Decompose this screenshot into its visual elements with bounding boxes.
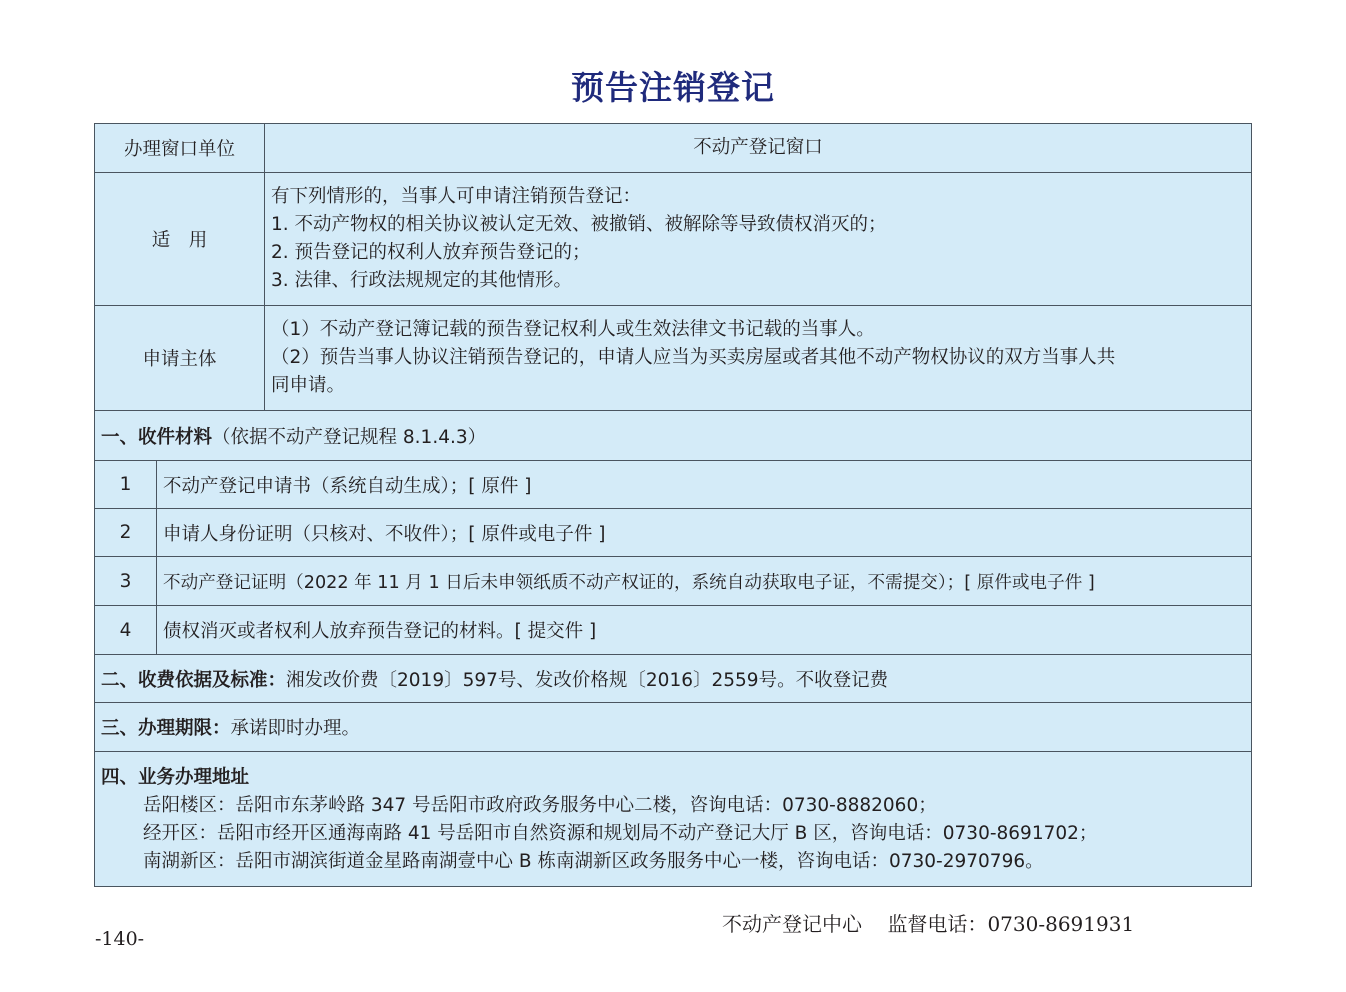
- applicable-line: 3. 法律、行政法规规定的其他情形。: [271, 270, 573, 291]
- procedure-table: [94, 123, 1252, 887]
- material-text: 债权消灭或者权利人放弃预告登记的材料。[ 提交件 ]: [163, 621, 597, 642]
- applicant-line: 同申请。: [271, 375, 346, 396]
- row-materials-heading: [95, 411, 1251, 461]
- applicable-content: [265, 173, 1251, 305]
- materials-heading-title: 一、收件材料: [101, 426, 213, 448]
- address-heading: 四、业务办理地址: [101, 767, 250, 788]
- applicable-label: 适 用: [95, 173, 265, 305]
- row-applicable: [95, 173, 1251, 306]
- row-applicant: [95, 306, 1251, 411]
- material-text: 不动产登记申请书（系统自动生成）；[ 原件 ]: [163, 475, 532, 497]
- row-window-unit: [95, 124, 1251, 173]
- footer: [722, 908, 1134, 937]
- row-address: [95, 752, 1251, 886]
- material-number: 3: [95, 557, 157, 605]
- material-row: [95, 606, 1251, 655]
- material-row: [95, 461, 1251, 509]
- applicable-line: 2. 预告登记的权利人放弃预告登记的；: [271, 242, 591, 263]
- material-text: 不动产登记证明（2022 年 11 月 1 日后未申领纸质不动产权证的，系统自动获取电子证，不需提交）；[ 原件或电子件 ]: [163, 572, 1095, 593]
- material-number: 2: [95, 509, 157, 556]
- address-line: 岳阳楼区：岳阳市东茅岭路 347 号岳阳市政府政务服务中心二楼，咨询电话：0730-8882060；: [143, 795, 937, 816]
- address-content: [95, 752, 1251, 886]
- materials-heading-note: （依据不动产登记规程 8.1.4.3）: [212, 426, 487, 448]
- address-line: 经开区：岳阳市经开区通海南路 41 号岳阳市自然资源和规划局不动产登记大厅 B 区，咨询电话：0730-8691702；: [143, 823, 1098, 844]
- time-limit-text: 承诺即时办理。: [230, 718, 361, 739]
- footer-supervision-label: 监督电话：: [887, 912, 988, 936]
- material-row: [95, 509, 1251, 557]
- address-line: 南湖新区：岳阳市湖滨街道金星路南湖壹中心 B 栋南湖新区政务服务中心一楼，咨询电话：0730-2970796。: [143, 851, 1044, 872]
- fees-content: [95, 655, 1251, 702]
- footer-org: 不动产登记中心: [722, 912, 862, 936]
- row-fees: [95, 655, 1251, 703]
- page-title: 预告注销登记: [571, 68, 775, 107]
- time-limit-heading: 三、办理期限：: [101, 718, 231, 739]
- material-number: 4: [95, 606, 157, 654]
- time-limit-content: [95, 703, 1251, 751]
- applicant-label: 申请主体: [95, 306, 265, 410]
- materials-heading: [95, 411, 1251, 460]
- material-text: 申请人身份证明（只核对、不收件）；[ 原件或电子件 ]: [163, 523, 606, 545]
- row-time-limit: [95, 703, 1251, 752]
- material-number: 1: [95, 461, 157, 508]
- applicant-line: （1）不动产登记簿记载的预告登记权利人或生效法律文书记载的当事人。: [271, 319, 875, 340]
- window-unit-label: 办理窗口单位: [95, 124, 265, 172]
- material-row: [95, 557, 1251, 606]
- fees-text: 湘发改价费〔2019〕597号、发改价格规〔2016〕2559号。不收登记费: [286, 669, 889, 691]
- applicable-line: 有下列情形的，当事人可申请注销预告登记：: [271, 186, 642, 207]
- footer-supervision-phone: 0730-8691931: [987, 912, 1135, 936]
- applicant-content: [265, 306, 1251, 410]
- window-unit-value: 不动产登记窗口: [693, 137, 823, 158]
- page-number: -140-: [95, 928, 145, 950]
- applicable-line: 1. 不动产物权的相关协议被认定无效、被撤销、被解除等导致债权消灭的；: [271, 214, 887, 235]
- fees-heading: 二、收费依据及标准：: [101, 669, 287, 691]
- applicant-line: （2）预告当事人协议注销预告登记的，申请人应当为买卖房屋或者其他不动产物权协议的双方当事人共: [271, 347, 1116, 368]
